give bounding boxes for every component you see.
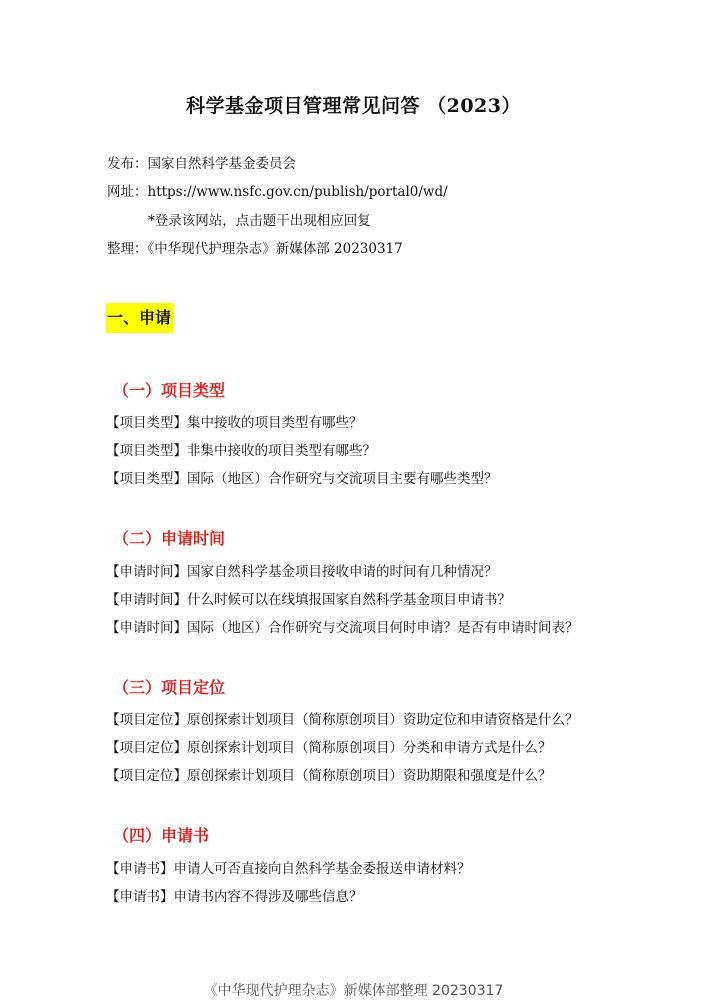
- section-heading-application-form: （四）申请书: [113, 826, 210, 845]
- compiler-line: 整理：《中华现代护理杂志》新媒体部 20230317: [107, 241, 403, 257]
- section-heading-project-type: （一）项目类型: [113, 381, 226, 400]
- page-title: 科学基金项目管理常见问答 （2023）: [186, 95, 521, 117]
- faq-item[interactable]: 【项目定位】原创探索计划项目（简称原创项目）分类和申请方式是什么？: [106, 740, 552, 756]
- publisher-line: 发布：国家自然科学基金委员会: [107, 156, 296, 172]
- website-note: *登录该网站，点击题干出现相应回复: [148, 213, 371, 229]
- website-line: 网址：https://www.nsfc.gov.cn/publish/portal0/wd/: [107, 184, 448, 200]
- footer-note: 《中华现代护理杂志》新媒体部整理 20230317: [203, 983, 504, 999]
- faq-item[interactable]: 【申请时间】国家自然科学基金项目接收申请的时间有几种情况？: [106, 564, 498, 580]
- faq-item[interactable]: 【项目定位】原创探索计划项目（简称原创项目）资助定位和申请资格是什么？: [106, 712, 579, 728]
- part-heading-application: 一、申请: [106, 303, 173, 333]
- faq-item[interactable]: 【项目类型】集中接收的项目类型有哪些？: [106, 415, 363, 431]
- faq-item[interactable]: 【申请书】申请人可否直接向自然科学基金委报送申请材料？: [106, 861, 471, 877]
- faq-item[interactable]: 【项目类型】非集中接收的项目类型有哪些？: [106, 443, 376, 459]
- section-heading-project-positioning: （三）项目定位: [113, 678, 226, 697]
- section-heading-application-time: （二）申请时间: [113, 529, 226, 548]
- faq-item[interactable]: 【申请时间】什么时候可以在线填报国家自然科学基金项目申请书？: [106, 592, 511, 608]
- faq-item[interactable]: 【项目定位】原创探索计划项目（简称原创项目）资助期限和强度是什么？: [106, 768, 552, 784]
- faq-item[interactable]: 【项目类型】国际（地区）合作研究与交流项目主要有哪些类型？: [106, 471, 498, 487]
- faq-item[interactable]: 【申请时间】国际（地区）合作研究与交流项目何时申请？是否有申请时间表？: [106, 620, 579, 636]
- faq-item[interactable]: 【申请书】申请书内容不得涉及哪些信息？: [106, 889, 363, 905]
